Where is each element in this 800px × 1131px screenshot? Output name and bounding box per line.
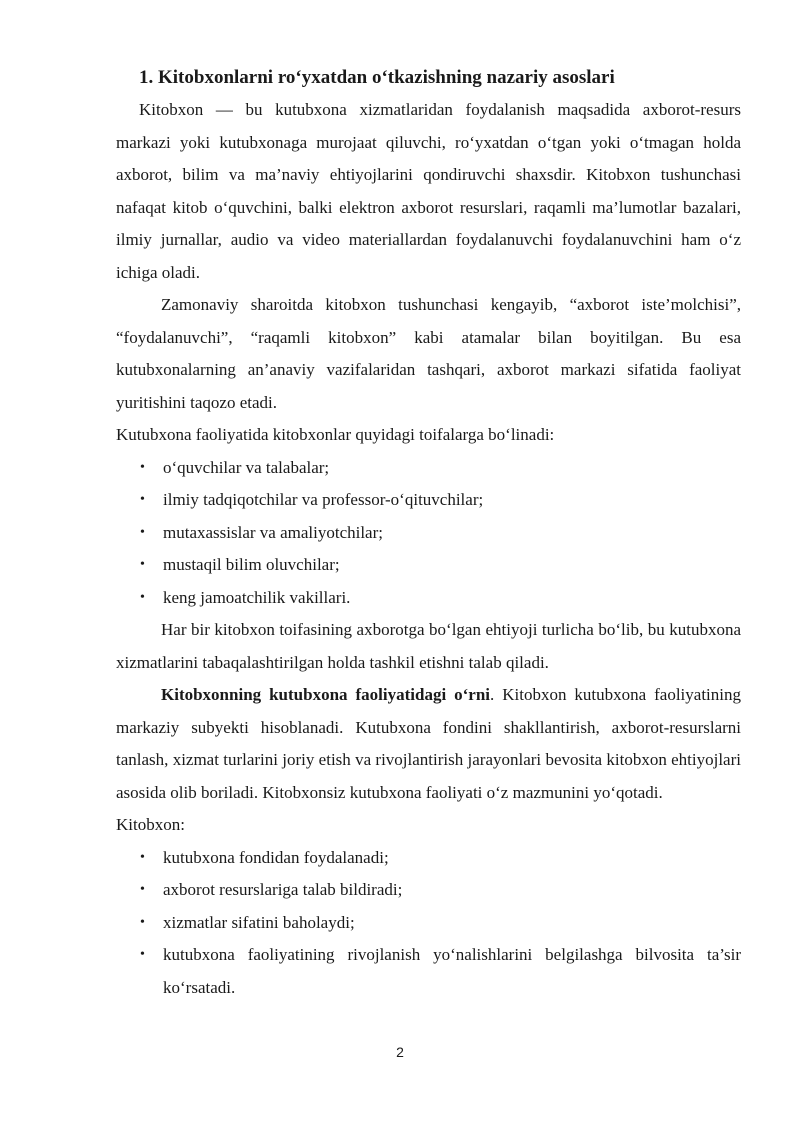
reader-categories-list: [116, 452, 741, 615]
reader-role-title: Kitobxonning kutubxona faoliyatidagi o‘rni: [161, 685, 491, 704]
paragraph-modern-conditions: Zamonaviy sharoitda kitobxon tushunchasi kengayib, “axborot iste’molchisi”, “foydalanuvchi”, “raqamli kitobxon” kabi atamalar bilan boyitilgan. Bu esa kutubxonalarning an’anaviy vazifalaridan tashqari, axborot markazi sifatida faoliyat yuritishini taqozo etadi.: [116, 295, 741, 412]
bullet-icon: •: [140, 849, 145, 865]
section-heading: 1. Kitobxonlarni ro‘yxatdan o‘tkazishning nazariy asoslari: [139, 67, 615, 88]
list-item: • xizmatlar sifatini baholaydi;: [116, 907, 741, 940]
bullet-icon: •: [140, 524, 145, 540]
list-intro-reader: Kitobxon:: [116, 815, 185, 834]
document-page: [116, 66, 741, 1004]
list-item: • kutubxona fondidan foydalanadi;: [116, 842, 741, 875]
list-item: • kutubxona faoliyatining rivojlanish yo‘nalishlarini belgilashga bilvosita ta’sir ko‘rsatadi.: [116, 939, 741, 1004]
bullet-icon: •: [140, 459, 145, 475]
page-number: 2: [396, 1044, 404, 1060]
list-item: • o‘quvchilar va talabalar;: [116, 452, 741, 485]
bullet-icon: •: [140, 557, 145, 572]
paragraph-reader-role: Kitobxonning kutubxona faoliyatidagi o‘rni. Kitobxon kutubxona faoliyatining markaziy subyekti hisoblanadi. Kutubxona fondini shakllantirish, axborot-resurslarni tanlash, xizmat turlarini joriy etish va rivojlantirish jarayonlari bevosita kitobxon ehtiyojlari asosida olib boriladi. Kitobxonsiz kutubxona faoliyati o‘z mazmunini yo‘qotadi.: [116, 685, 742, 802]
list-intro-categories: Kutubxona faoliyatida kitobxonlar quyidagi toifalarga bo‘linadi:: [116, 425, 555, 444]
paragraph-needs: Har bir kitobxon toifasining axborotga bo‘lgan ehtiyoji turlicha bo‘lib, bu kutubxona xizmatlarini tabaqalashtirilgan holda tashkil etishni talab qiladi.: [116, 620, 741, 672]
list-item: • mustaqil bilim oluvchilar;: [116, 549, 741, 582]
paragraph-definition: Kitobxon — bu kutubxona xizmatlaridan foydalanish maqsadida axborot-resurs markazi yoki kutubxonaga murojaat qiluvchi, ro‘yxatdan o‘tgan yoki o‘tmagan holda axborot, bilim va ma’naviy ehtiyojlarini qondiruvchi shaxsdir. Kitobxon tushunchasi nafaqat kitob o‘quvchini, balki elektron axborot resurslari, raqamli ma’lumotlar bazalari, ilmiy jurnallar, audio va video materiallardan foydalanuvchi foydalanuvchini ham o‘z ichiga oladi.: [116, 100, 741, 282]
list-item: • keng jamoatchilik vakillari.: [116, 582, 741, 615]
bullet-icon: •: [140, 492, 145, 507]
bullet-icon: •: [140, 589, 145, 605]
bullet-icon: •: [140, 914, 145, 930]
bullet-icon: •: [140, 947, 145, 962]
bullet-icon: •: [140, 882, 145, 897]
list-item: • ilmiy tadqiqotchilar va professor-o‘qituvchilar;: [116, 484, 741, 517]
list-item: • mutaxassislar va amaliyotchilar;: [116, 517, 741, 550]
reader-actions-list: [116, 842, 741, 1005]
list-item: • axborot resurslariga talab bildiradi;: [116, 874, 741, 907]
